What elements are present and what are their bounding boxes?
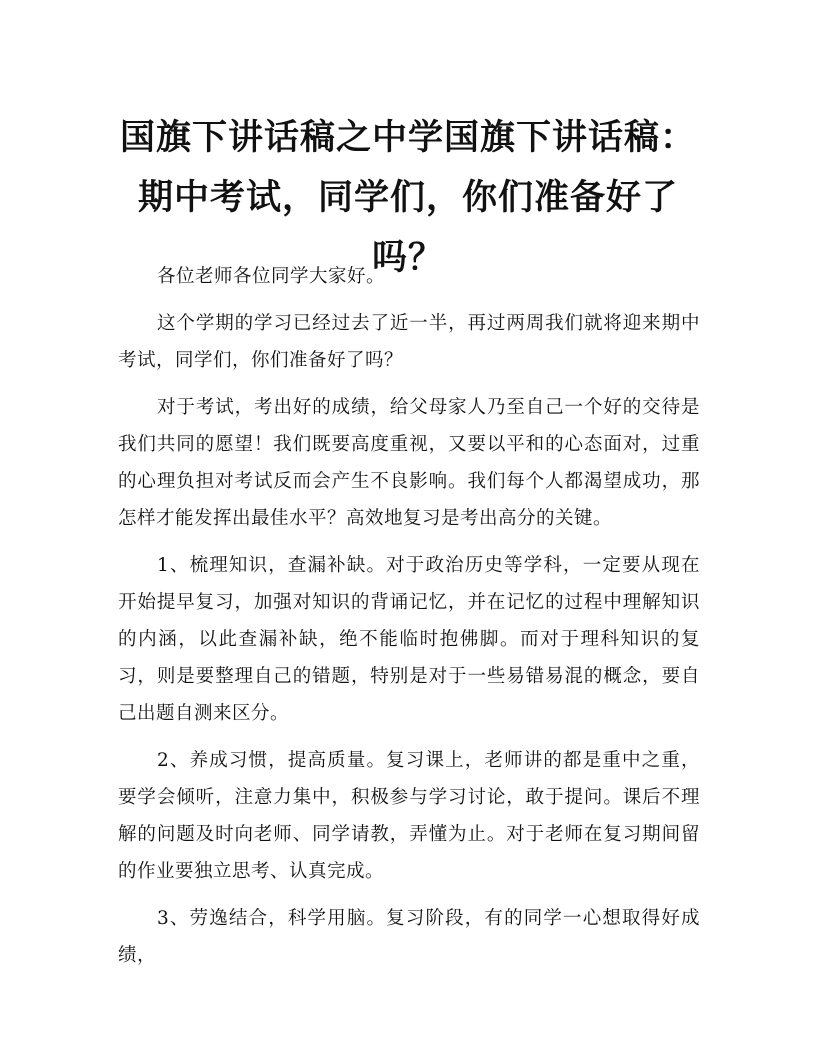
paragraph-attitude: 对于考试，考出好的成绩，给父母家人乃至自己一个好的交待是我们共同的愿望！我们既要高度重视，又要以平和的心态面对，过重的心理负担对考试反而会产生不良影响。我们每个人都渴望成功，那怎样才能发挥出最佳水平？高效地复习是考出高分的关键。 — [118, 397, 700, 529]
paragraph-greeting: 各位老师各位同学大家好。 — [157, 266, 386, 287]
paragraph-intro: 这个学期的学习已经过去了近一半，再过两周我们就将迎来期中考试，同学们，你们准备好了吗？ — [118, 313, 700, 371]
document-title: 国旗下讲话稿之中学国旗下讲话稿：期中考试，同学们，你们准备好了吗？ — [119, 118, 696, 278]
paragraph-tip-3: 3、劳逸结合，科学用脑。复习阶段，有的同学一心想取得好成绩， — [118, 908, 700, 966]
paragraph-tip-2: 2、养成习惯，提高质量。复习课上，老师讲的都是重中之重，要学会倾听，注意力集中，积极参与学习讨论，敢于提问。课后不理解的问题及时向老师、同学请教，弄懂为止。对于老师在复习期间留的作业要独立思考、认真完成。 — [118, 750, 700, 882]
document-body — [118, 258, 700, 984]
paragraph-tip-1: 1、梳理知识，查漏补缺。对于政治历史等学科，一定要从现在开始提早复习，加强对知识的背诵记忆，并在记忆的过程中理解知识的内涵，以此查漏补缺，绝不能临时抱佛脚。而对于理科知识的复习，则是要整理自己的错题，特别是对于一些易错易混的概念，要自己出题自测来区分。 — [118, 555, 700, 724]
